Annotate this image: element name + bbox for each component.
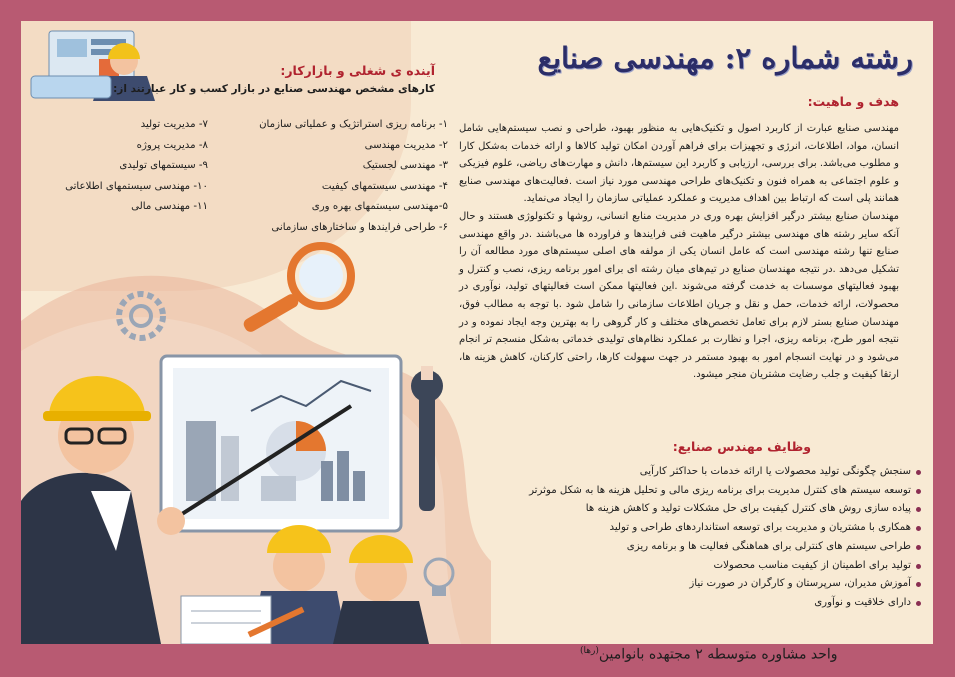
list-item: توسعه سیستم های کنترل مدیریت برای برنامه ریزی مالی و تحلیل هزینه ها به شکل موثرتر (501, 482, 921, 501)
goal-heading: هدف و ماهیت: (807, 94, 899, 109)
list-item: ۹- سیستمهای تولیدی (119, 160, 208, 171)
footer-sup: (رها) (580, 646, 599, 656)
list-item: ۳- مهندسی لجستیک (362, 160, 448, 171)
duties-list (501, 463, 921, 613)
list-item: ۵-مهندسی سیستمهای بهره وری (311, 201, 448, 212)
future-list-col2 (65, 115, 208, 218)
list-item: ۸- مدیریت پروژه (136, 139, 208, 151)
duties-heading: وظایف مهندس صنایع: (672, 439, 811, 454)
list-item: تولید برای اطمینان از کیفیت مناسب محصولات (501, 557, 921, 576)
goal-paragraph-1: مهندسی صنایع عبارت از کاربرد اصول و تکنیک‌هایی به منظور بهبود، طراحی و نصب سیستم‌هایی شامل انسان، مواد، اطلاعات، انرژی و تجهیزات برای فراهم آوردن امکان تولید کالاها و ارائه خدمات به‌شکل کارا و مطلوب می‌باشد. برای بررسی، ارزیابی و کاربرد این سیستم‌ها، دانش و مهارت‌های ریاضی، علوم فیزیکی و علوم اجتماعی به همراه فنون و تکنیک‌های طراحی مهندسی مورد نیاز است .فعالیت‌های مهندسی صنایع همانند پلی است که ارتباط بین اهداف مدیریت و عملکرد عملیاتی سازمان را ایجاد می‌نماید. (459, 123, 899, 205)
list-item: پیاده سازی روش های کنترل کیفیت برای حل مشکلات تولید و کاهش هزینه ها (501, 500, 921, 519)
page-title: رشته شماره ۲: مهندسی صنایع (537, 41, 913, 75)
list-item: ۲- مدیریت مهندسی (364, 139, 448, 151)
list-item: طراحی سیستم های کنترلی برای هماهنگی فعالیت ها و برنامه ریزی (501, 538, 921, 557)
list-item: دارای خلاقیت و نوآوری (501, 594, 921, 613)
list-item: ۱۰- مهندسی سیستمهای اطلاعاتی (65, 180, 208, 192)
list-item: ۴- مهندسی سیستمهای کیفیت (321, 180, 448, 192)
list-item: سنجش چگونگی تولید محصولات یا ارائه خدمات با حداکثر کارآیی (501, 463, 921, 482)
magnifier-icon (242, 246, 351, 334)
goal-text (459, 120, 899, 384)
future-list-col1 (259, 115, 448, 238)
list-item: آموزش مدیران، سرپرستان و کارگران در صورت نیاز (501, 575, 921, 594)
footer-text: واحد مشاوره متوسطه ۲ مجتهده بانوامین (598, 646, 838, 663)
list-item: ۶- طراحی فرایندها و ساختارهای سازمانی (271, 221, 448, 233)
list-item: همکاری با مشتریان و مدیریت برای توسعه استانداردهای طراحی و تولید (501, 519, 921, 538)
list-item: ۱۱- مهندسی مالی (131, 201, 208, 212)
goal-paragraph-2: مهندسان صنایع بیشتر درگیر افزایش بهره وری در مدیریت منابع انسانی، روشها و تکنولوژی هستند و حال آنکه سایر رشته های مهندسی بیشتر درگیر ماهیت فنی فرایندها و فراورده ها می‌باشند .در واقع مهندسی صنایع تنها رشته مهندسی است که عامل انسان یکی از مولفه های اصلی سیستم‌های مورد مطالعه آن را تشکیل می‌دهد .در نتیجه مهندسان صنایع در تیم‌های میان رشته ای برای امور برنامه ریزی، نصب و کنترل و بهبود فعالیتهای موسسات به خدمت گرفته می‌شوند .این فعالیتها ممکن است فعالیتهای تولید، نوآوری در محصولات، ارائه خدمات، حمل و نقل و جریان اطلاعات سازمانی را شامل شود .با توجه به مطالب فوق، مهندسان صنایع بستر لازم برای تعامل تخصص‌های مختلف و کار گروهی را به بهترین وجه ایجاد نموده و در نتیجه امور طرح، برنامه ریزی، اجرا و نظارت بر عملکرد نظام‌های تولیدی خدماتی به‌شکل منسجم تر انجام می‌شود و در نهایت انسجام امور به بهبود مستمر در جهت سهولت کارها، راحتی کارکنان، کاهش هزینه ها، ارتقا کیفیت و جلب رضایت مشتریان منجر میشود. (459, 210, 899, 381)
footer-credit (580, 646, 838, 663)
list-item: ۱- برنامه ریزی استراتژیک و عملیاتی سازمان (259, 119, 448, 130)
poster-sheet (21, 21, 933, 644)
list-item: ۷- مدیریت تولید (140, 119, 208, 130)
future-heading: آینده ی شغلی و بازارکار: (280, 63, 435, 78)
future-intro: کارهای مشخص مهندسی صنایع در بازار کسب و کار عبارتند از: (113, 83, 435, 95)
